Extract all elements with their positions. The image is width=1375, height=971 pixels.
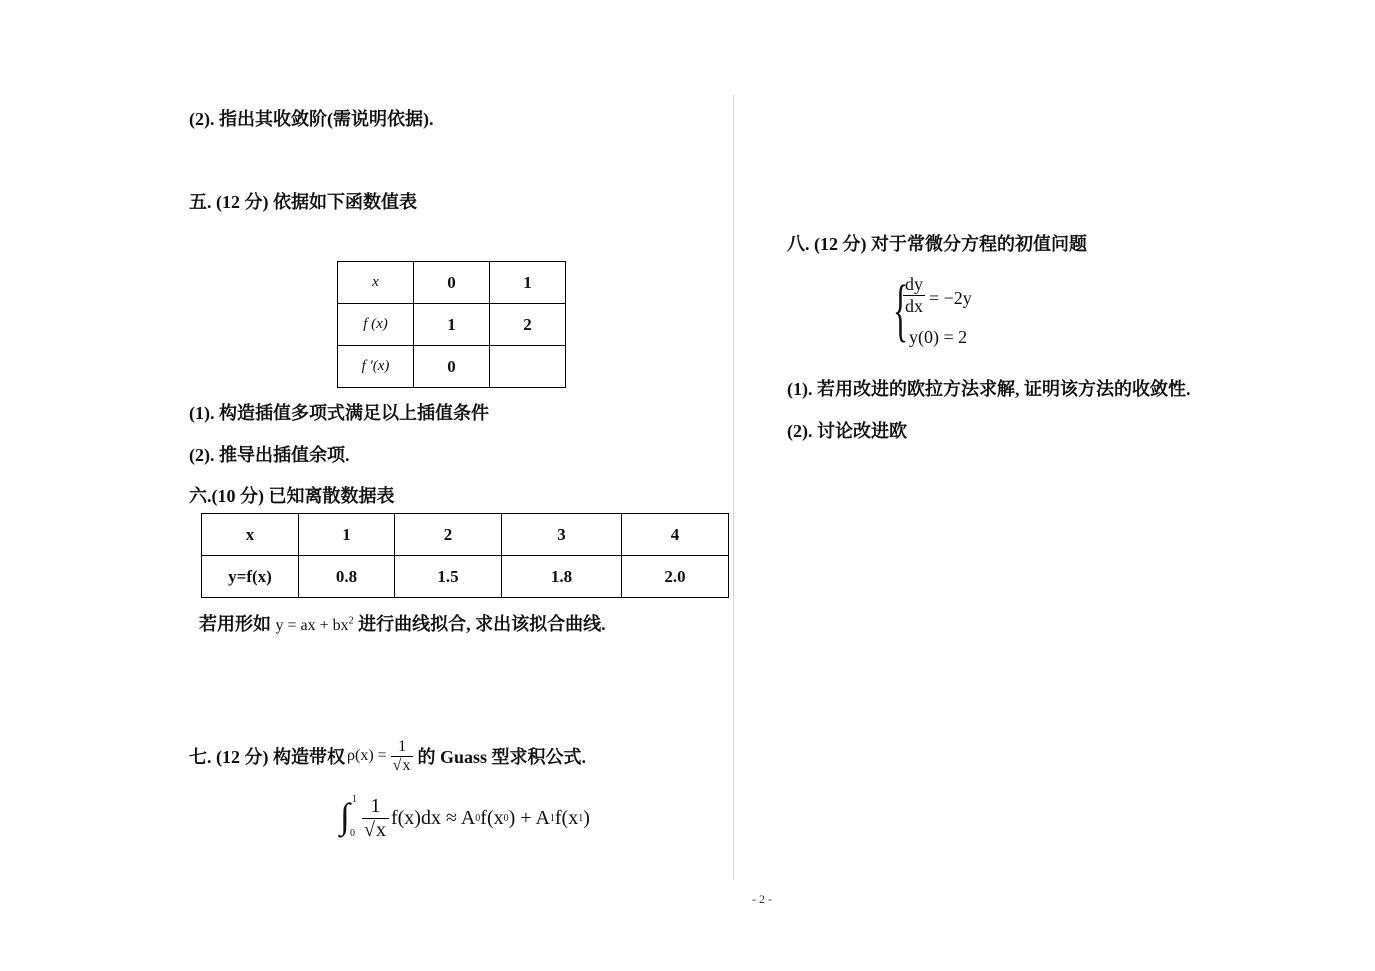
integral-sign-icon: ∫ 1 0 (340, 794, 357, 839)
q7-formula-close: ) (583, 806, 590, 829)
q6-formula (276, 617, 354, 634)
q7-title-after: 的 Guass 型求积公式. (417, 747, 586, 767)
table-cell: f '(x) (338, 346, 414, 388)
q7-formula-fx0: f(x (480, 806, 504, 829)
table-cell: 2 (395, 514, 502, 556)
table-cell: 1 (299, 514, 395, 556)
q6-text-before: 若用形如 (199, 614, 271, 634)
q8-part1-text: (1). 若用改进的欧拉方法求解, 证明该方法的收敛性. (787, 379, 1191, 399)
q7-integrand-fraction (362, 795, 389, 842)
table-cell: 2.0 (622, 556, 729, 598)
q5-part1-text: (1). 构造插值多项式满足以上插值条件 (189, 403, 489, 423)
table-cell: x (202, 514, 299, 556)
table-cell: 2 (490, 304, 566, 346)
table-cell: 4 (622, 514, 729, 556)
integral-upper-limit: 1 (352, 794, 357, 805)
q7-sub-x0: 0 (503, 812, 509, 824)
q7-sub-x1: 1 (578, 812, 584, 824)
table-cell: 1.8 (502, 556, 622, 598)
q7-rho-fraction (391, 738, 414, 775)
q7-integrand-denominator: √x (364, 818, 386, 841)
q4-part2-text: (2). 指出其收敛阶(需说明依据). (189, 109, 434, 129)
q7-title-line (189, 730, 586, 782)
table-row (202, 514, 729, 556)
q7-rho-numerator: 1 (391, 738, 414, 757)
q7-formula-fx1: f(x (554, 806, 579, 829)
q7-integral-formula (340, 790, 590, 846)
table-row (338, 304, 566, 346)
column-divider (733, 95, 734, 880)
q7-sub-a0: 0 (475, 812, 481, 824)
integral-lower-limit: 0 (350, 828, 355, 839)
q7-rho-label: ρ(x) = (347, 747, 387, 764)
q5-part2-text: (2). 推导出插值余项. (189, 445, 350, 465)
q6-formula-exponent: 2 (348, 615, 354, 627)
q7-formula-body: f(x)dx ≈ A (390, 806, 476, 829)
q7-rho-denominator: √x (392, 756, 411, 774)
q8-equation-rhs: = −2y (929, 288, 972, 308)
q6-text-after: 进行曲线拟合, 求出该拟合曲线. (358, 614, 606, 634)
table-row (338, 346, 566, 388)
table-cell: x (338, 262, 414, 304)
q8-derivative-numerator: dy (905, 274, 923, 294)
q7-title: 七. (12 分) 构造带权 (189, 747, 345, 767)
page-number: - 2 - (752, 892, 772, 906)
q5-function-table (337, 261, 566, 388)
left-brace-icon: { (893, 272, 909, 349)
table-cell: f (x) (338, 304, 414, 346)
q7-rho-radicand: x (402, 756, 411, 774)
table-row (338, 262, 566, 304)
table-cell: 1 (490, 262, 566, 304)
q7-formula-plus: ) + A (508, 806, 550, 829)
table-cell: y=f(x) (202, 556, 299, 598)
table-cell (490, 346, 566, 388)
q6-formula-body: y = ax + bx (275, 617, 349, 634)
q8-derivative-denominator: dx (905, 296, 923, 316)
q7-integrand-numerator: 1 (362, 795, 389, 819)
table-cell: 1.5 (395, 556, 502, 598)
q6-data-table (201, 513, 729, 598)
q7-integrand-radicand: x (375, 818, 386, 841)
q5-title: 五. (12 分) 依据如下函数值表 (189, 192, 417, 212)
table-cell: 0.8 (299, 556, 395, 598)
q7-sub-a1: 1 (549, 812, 555, 824)
q6-fitting-text (199, 610, 606, 636)
q6-title: 六.(10 分) 已知离散数据表 (189, 486, 395, 506)
q8-derivative-fraction (903, 274, 925, 317)
q8-title: 八. (12 分) 对于常微分方程的初值问题 (787, 234, 1087, 254)
table-row (202, 556, 729, 598)
table-cell: 0 (414, 346, 490, 388)
q8-initial-condition: y(0) = 2 (909, 327, 968, 347)
table-cell: 3 (502, 514, 622, 556)
q8-part2-text: (2). 讨论改进欧 (787, 421, 907, 441)
table-cell: 0 (414, 262, 490, 304)
table-cell: 1 (414, 304, 490, 346)
q8-ode-system (893, 272, 1013, 352)
